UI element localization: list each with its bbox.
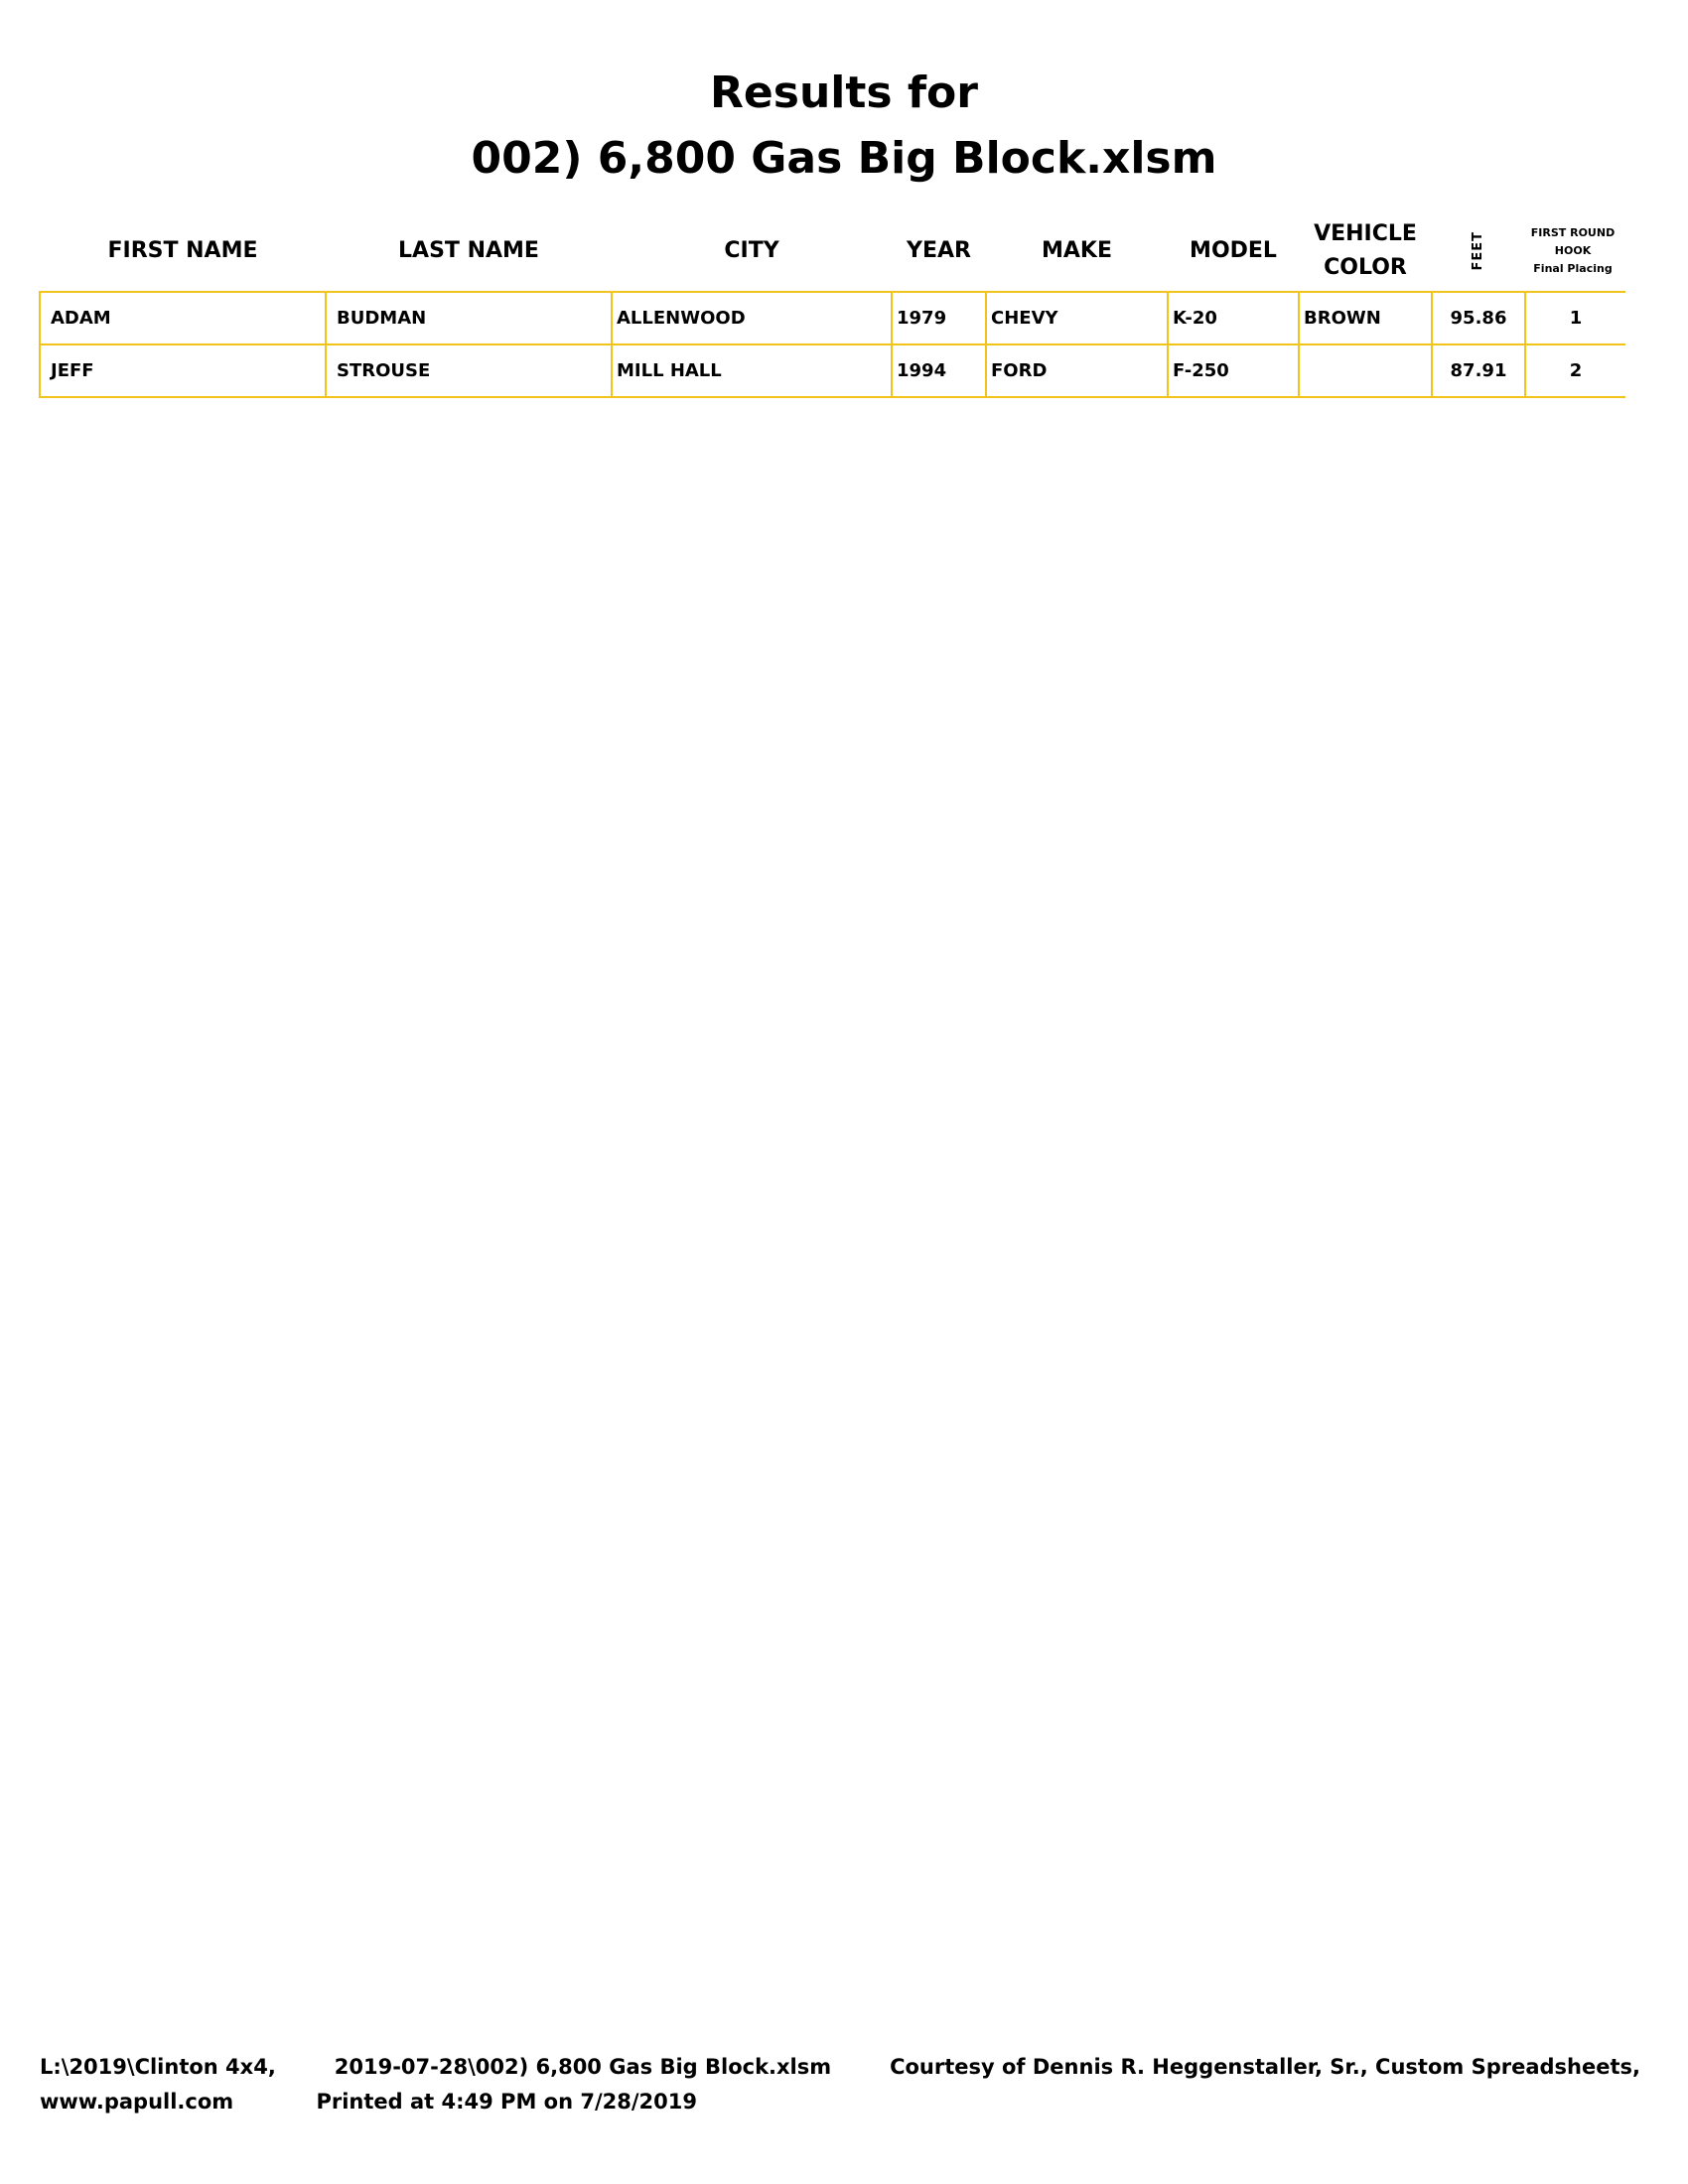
footer-line1 [40,2055,1640,2079]
col-header-feet [1432,212,1525,290]
col-header-first-name: FIRST NAME [107,238,258,263]
cell-first-name: JEFF [40,344,326,397]
cell-year: 1994 [892,344,986,397]
footer-courtesy: Courtesy of Dennis R. Heggenstaller, Sr., Custom Spreadsheets, [890,2055,1640,2079]
col-header-year: YEAR [907,238,971,263]
cell-placing: 1 [1525,292,1625,344]
col-header-feet-label: FEET [1471,231,1485,271]
table-header [40,212,1628,290]
footer-path: L:\2019\Clinton 4x4, [40,2055,276,2079]
cell-year: 1979 [892,292,986,344]
col-header-city: CITY [724,238,779,263]
page-title: Results for [710,68,978,118]
col-header-placing-line3: Final Placing [1533,262,1613,275]
col-header-model: MODEL [1190,238,1277,263]
cell-color: BROWN [1299,292,1432,344]
col-header-placing-line2: HOOK [1554,244,1592,257]
table-row [40,292,1625,344]
col-header-last-name: LAST NAME [398,238,539,263]
cell-model: K-20 [1168,292,1299,344]
page-subtitle-filename: 002) 6,800 Gas Big Block.xlsm [471,133,1217,184]
footer-printed-timestamp: Printed at 4:49 PM on 7/28/2019 [316,2090,697,2114]
cell-city: ALLENWOOD [612,292,892,344]
cell-make: CHEVY [986,292,1168,344]
col-header-final-placing [1525,212,1620,290]
cell-placing: 2 [1525,344,1625,397]
cell-feet: 95.86 [1432,292,1525,344]
cell-last-name: STROUSE [326,344,612,397]
results-table [39,291,1625,398]
table-row [40,344,1625,397]
col-header-vehicle-color-line1: VEHICLE [1314,221,1417,246]
cell-city: MILL HALL [612,344,892,397]
footer-file: 2019-07-28\002) 6,800 Gas Big Block.xlsm [334,2055,832,2079]
footer-line2 [40,2090,697,2114]
cell-color [1299,344,1432,397]
cell-feet: 87.91 [1432,344,1525,397]
cell-model: F-250 [1168,344,1299,397]
col-header-placing-line1: FIRST ROUND [1530,226,1616,239]
cell-first-name: ADAM [40,292,326,344]
cell-make: FORD [986,344,1168,397]
col-header-vehicle-color [1299,212,1432,290]
col-header-vehicle-color-line2: COLOR [1324,255,1407,280]
col-header-make: MAKE [1042,238,1112,263]
footer-website: www.papull.com [40,2090,234,2114]
cell-last-name: BUDMAN [326,292,612,344]
